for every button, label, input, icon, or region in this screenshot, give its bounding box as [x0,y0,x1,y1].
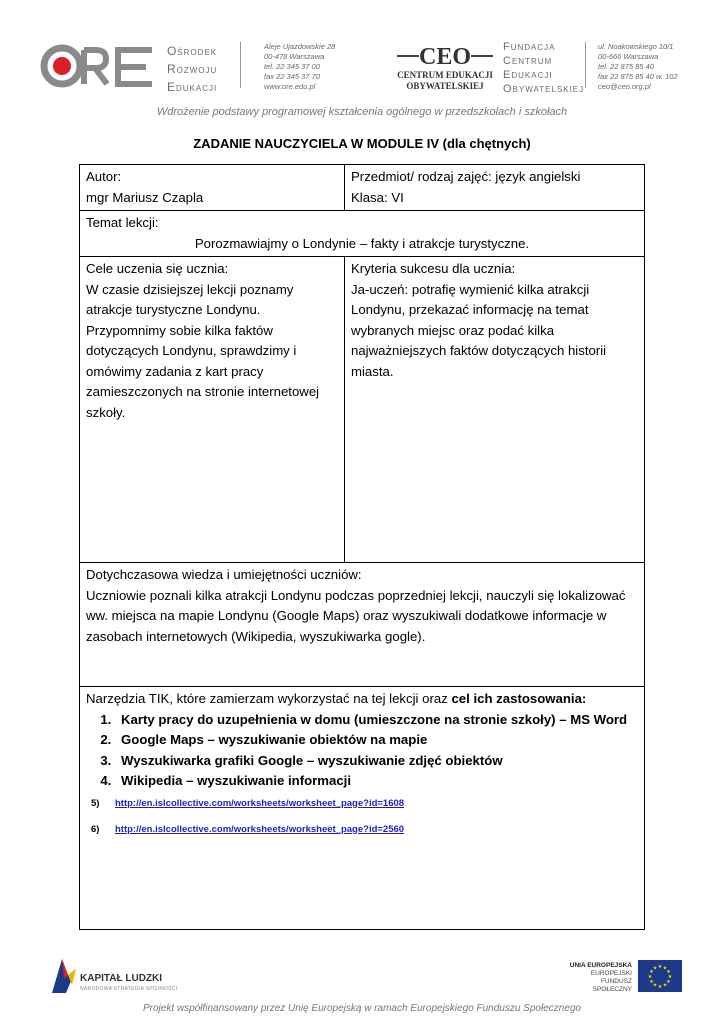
kapital-ludzki-logo [48,955,78,995]
criteria-line: miasta. [351,363,394,379]
svg-text:★: ★ [652,982,658,989]
svg-text:★: ★ [649,969,654,975]
goals-label: Cele uczenia się ucznia: [86,261,229,276]
link-number: 5) [91,797,100,809]
eu-flag-icon [638,960,682,992]
ore-address-line: www.ore.edu.pl [264,82,316,91]
ore-logo [40,44,155,88]
fundacja-address-line: ceo@ceo.org.pl [598,82,651,91]
subject-cell [345,165,645,211]
worksheet-link[interactable]: http://en.islcollective.com/worksheets/worksheet_page?id=2560 [115,823,405,835]
tools-list [86,710,638,792]
ore-address [264,42,335,92]
goals-line: W czasie dzisiejszej lekcji poznamy [86,281,294,297]
topic-row [80,211,645,257]
criteria-cell [345,257,645,563]
tool-item: 1. Karty pracy do uzupełnienia w domu (umieszczone na stronie szkoły) – MS Word [115,710,638,731]
tools-label-bold: cel ich zastosowania: [451,691,587,706]
svg-text:★: ★ [657,984,663,990]
tool-item: 2. Google Maps – wyszukiwanie obiektów na mapie [115,730,638,751]
svg-text:★: ★ [649,979,654,985]
eu-label-line: UNIA EUROPEJSKA [569,962,632,969]
criteria-line: najważniejszych faktów dotyczących historii [351,343,607,358]
fundacja-name-line: Centrum [503,55,553,67]
goals-line: szkoły. [86,404,126,420]
tools-label [86,689,638,710]
svg-text:★: ★ [657,964,663,970]
footer-note: Projekt współfinansowany przez Unię Europejską w ramach Europejskiego Funduszu Społecznego [142,1003,581,1014]
svg-text:★: ★ [666,979,671,985]
knowledge-label: Dotychczasowa wiedza i umiejętności uczniów: [86,567,362,582]
criteria-label: Kryteria sukcesu dla ucznia: [351,261,516,276]
topic-cell [80,211,645,257]
knowledge-row [80,563,645,687]
goals-row [80,257,645,563]
subject-line: Przedmiot/ rodzaj zajęć: język angielski [351,169,581,184]
fundacja-address [598,42,678,92]
tool-item: 3. Wyszukiwarka grafiki Google – wyszukiwanie zdjęć obiektów [115,751,638,772]
header-divider [585,42,586,88]
header-divider [240,42,241,88]
ore-logo-text: ORE [40,44,43,45]
goals-line: atrakcje turystyczne Londynu. [86,302,261,317]
goals-line: zamieszczonych na stronie internetowej [86,384,320,399]
svg-text:★: ★ [667,974,673,980]
ore-address-line: 00-478 Warszawa [264,52,325,61]
ceo-logo-text: CEO [418,44,472,70]
link-number: 6) [91,823,100,835]
author-value: mgr Mariusz Czapla [86,189,204,205]
author-row [80,165,645,211]
fundacja-name-line: Obywatelskiej [503,83,585,95]
topic-value: Porozmawiajmy o Londynie – fakty i atrakcje turystyczne. [194,235,530,251]
eu-label-line: FUNDUSZ SPOŁECZNY [592,978,632,993]
topic-label: Temat lekcji: [86,215,159,230]
knowledge-line: zasobach internetowych (Wikipedia, wyszukiwarka gogle). [86,628,426,644]
author-label: Autor: [86,169,122,184]
ceo-logo-caption-1: CENTRUM EDUKACJI [397,70,493,80]
eu-label [560,962,632,994]
ore-address-line: Aleje Ujazdowskie 28 [264,42,336,51]
kapital-ludzki-subtitle: NARODOWA STRATEGIA SPÓJNOŚCI [80,986,178,992]
ore-address-line: tel. 22 345 37 00 [264,62,320,71]
fundacja-address-line: fax 22 875 85 40 w. 102 [598,72,678,81]
tools-label-normal: Narzędzia TIK, które zamierzam wykorzystać na tej lekcji oraz [86,691,452,706]
svg-text:★: ★ [666,969,671,975]
knowledge-cell [80,563,645,687]
project-subtitle: Wdrożenie podstawy programowej kształcenia ogólnego w przedszkolach i szkołach [156,106,568,118]
ceo-logo-caption-2: OBYWATELSKIEJ [406,81,484,91]
tools-cell [80,687,645,930]
goals-line: omówimy zadania z kart pracy [86,363,264,379]
author-cell [80,165,345,211]
worksheet-link[interactable]: http://en.islcollective.com/worksheets/worksheet_page?id=1608 [115,797,405,809]
svg-text:★: ★ [647,974,653,980]
svg-text:★: ★ [652,965,658,972]
fundacja-name-line: Edukacji [503,69,553,81]
goals-line: dotyczących Londynu, sprawdzimy i [86,343,297,358]
ore-address-line: fax 22 345 37 70 [264,72,320,81]
kapital-ludzki-text: KAPITAŁ LUDZKI [80,973,163,984]
goals-cell [80,257,345,563]
svg-text:★: ★ [662,965,668,972]
ore-name-line: Rozwoju [167,62,218,76]
page-title: ZADANIE NAUCZYCIELA W MODULE IV (dla chętnych) [193,136,531,151]
fundacja-address-line: ul. Noakowskiego 10/1 [598,42,674,51]
ore-name-line: Ośrodek [167,44,218,58]
knowledge-line: ww. miejsca na mapie Londynu (Google Maps) oraz wyszukiwali dodatkowe informacje w [86,608,607,623]
eu-label-line: EUROPEJSKI [590,970,632,977]
lesson-form-table [79,164,645,930]
link-item [91,796,638,812]
fundacja-address-line: tel. 22 875 85 40 [598,62,654,71]
fundacja-name-line: Fundacja [503,41,556,53]
links-list [86,796,638,838]
knowledge-line: Uczniowie poznali kilka atrakcji Londynu podczas poprzedniej lekcji, nauczyli się lokalizować [86,587,626,603]
tool-item: 4. Wikipedia – wyszukiwanie informacji [115,771,638,792]
ore-name [167,42,217,96]
ore-name-line: Edukacji [167,80,218,94]
fundacja-address-line: 00-666 Warszawa [598,52,659,61]
goals-line: Przypomnimy sobie kilka faktów [86,322,273,338]
tools-row [80,687,645,930]
ceo-logo [395,40,495,94]
class-line: Klasa: VI [351,189,404,205]
criteria-line: wybranych miejsc oraz podać kilka [351,322,555,338]
criteria-line: Ja-uczeń: potrafię wymienić kilka atrakcji [351,281,590,297]
letterhead [40,38,688,104]
fundacja-name [503,40,584,96]
criteria-line: Londynu, przekazać informację na temat [351,302,589,317]
svg-text:★: ★ [662,982,668,989]
link-item [91,822,638,838]
